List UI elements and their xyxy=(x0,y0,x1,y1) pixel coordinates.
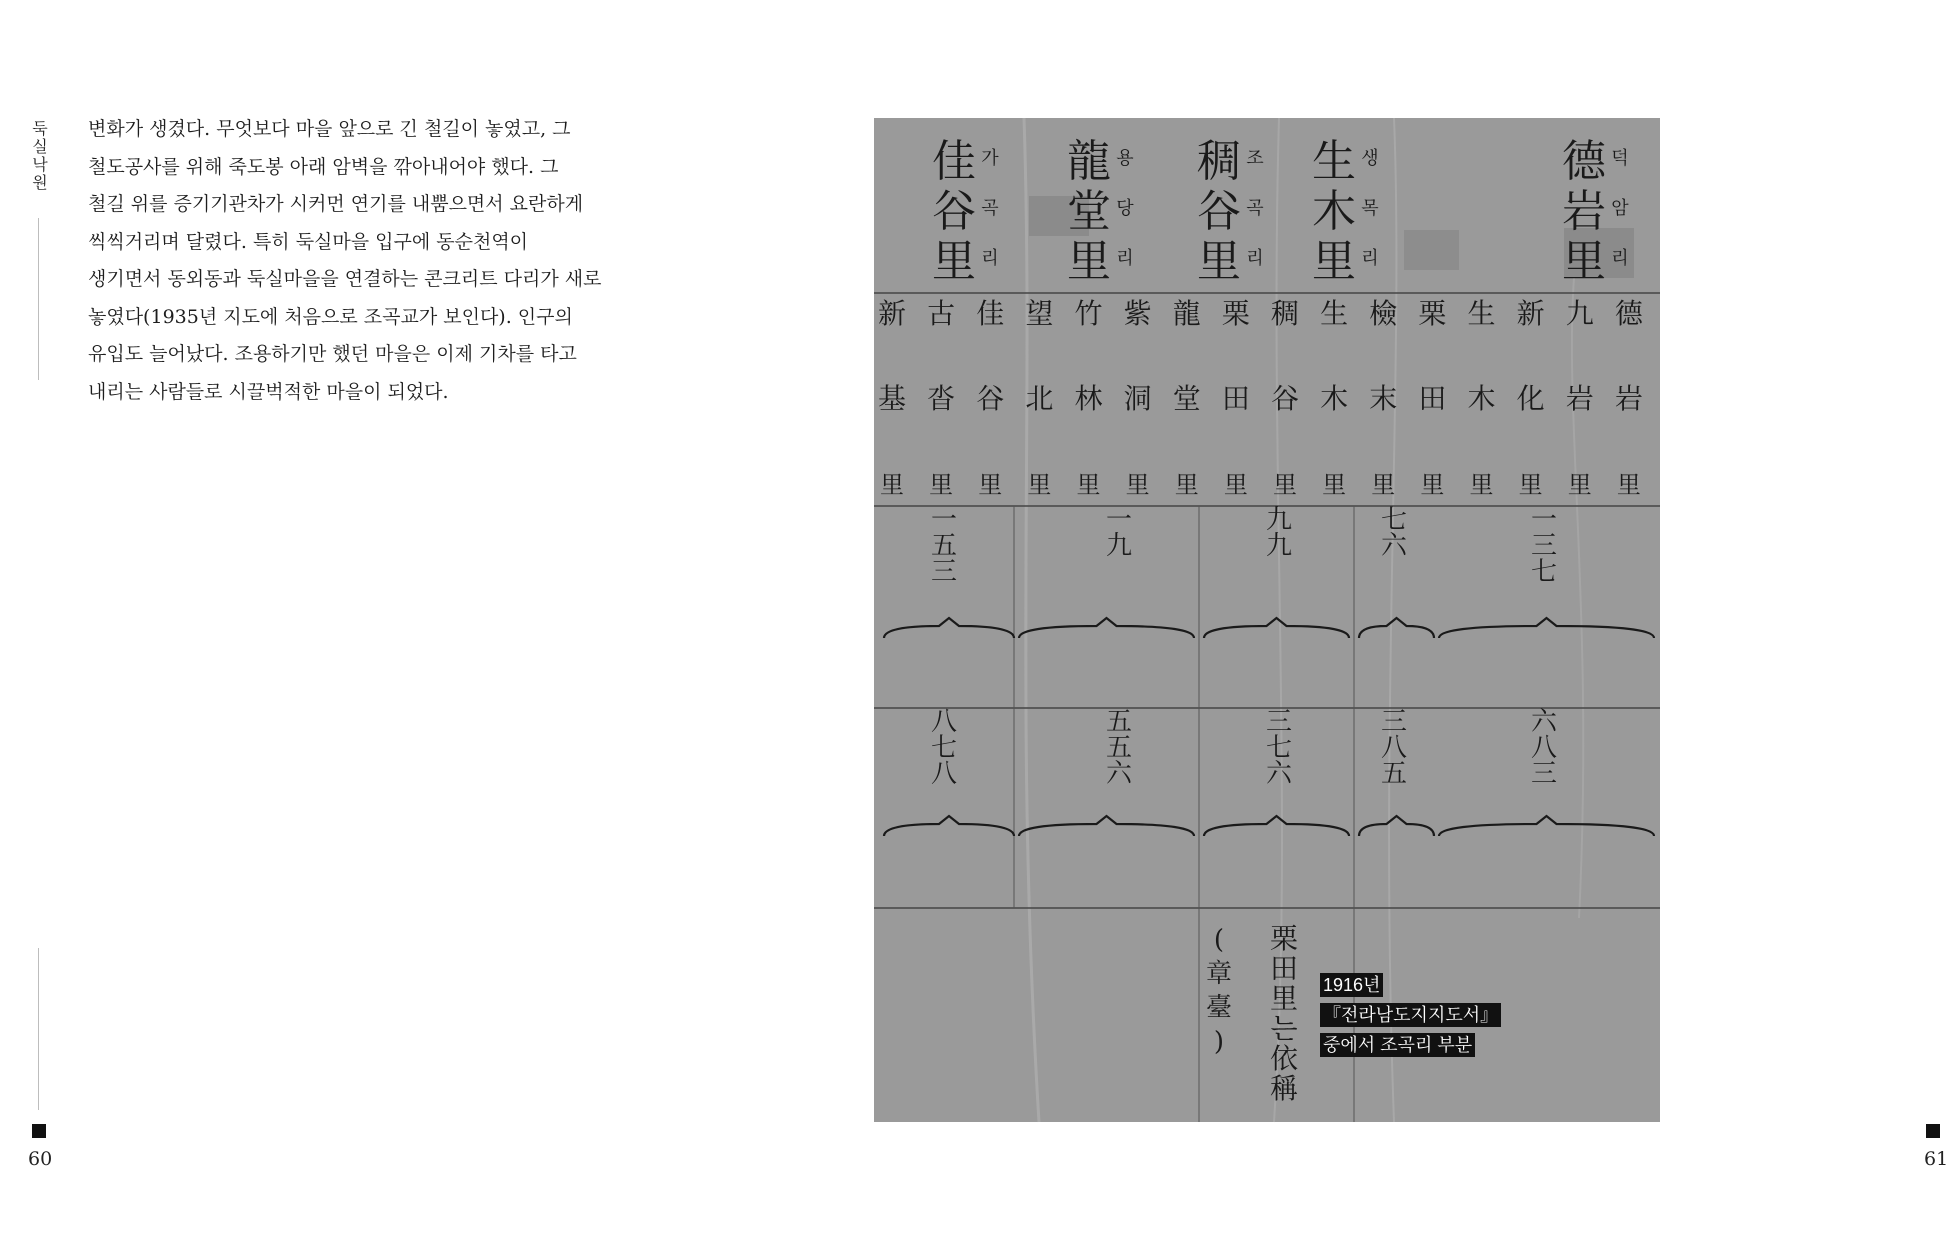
header-character: 岩 xyxy=(1562,186,1606,237)
header-character: 谷 xyxy=(1197,186,1241,237)
folio-square-icon xyxy=(32,1124,46,1138)
village-character: 望 xyxy=(1025,297,1054,330)
caption-line: 중에서 조곡리 부분 xyxy=(1320,1033,1475,1057)
village-character: 佳 xyxy=(976,297,1005,330)
total-numeral: 三 xyxy=(1530,759,1558,789)
header-character: 佳 xyxy=(932,136,976,187)
village-character: 里 xyxy=(929,471,954,499)
total-numeral: 六 xyxy=(1380,531,1408,561)
paragraph-line: 놓였다(1935년 지도에 처음으로 조곡교가 보인다). 인구의 xyxy=(88,305,573,328)
village-character: 古 xyxy=(927,297,956,330)
body-paragraph xyxy=(88,111,668,411)
village-character: 里 xyxy=(1567,471,1592,499)
header-reading: 덕 xyxy=(1611,148,1629,169)
header-reading: 가 xyxy=(981,148,999,169)
village-character: 里 xyxy=(1125,471,1150,499)
total-numeral: 七 xyxy=(930,733,958,763)
total-numeral: 七 xyxy=(1530,557,1558,587)
village-character: 九 xyxy=(1565,297,1594,330)
village-character: 里 xyxy=(1371,471,1396,499)
document-image xyxy=(874,118,1660,1122)
village-character: 生 xyxy=(1320,297,1349,330)
village-character: 里 xyxy=(1174,471,1199,499)
village-character: 里 xyxy=(1027,471,1052,499)
header-character: 龍 xyxy=(1067,136,1111,187)
header-reading: 당 xyxy=(1116,198,1134,219)
header-reading: 곡 xyxy=(1246,198,1264,219)
footnote-character: ( xyxy=(1213,925,1225,955)
total-numeral: 七 xyxy=(1265,733,1293,763)
village-character: 木 xyxy=(1320,382,1349,415)
footnote-character: 田 xyxy=(1269,952,1299,985)
total-numeral: 七 xyxy=(1380,505,1408,535)
village-character: 洞 xyxy=(1123,382,1152,415)
caption-line: 『전라남도지지도서』 xyxy=(1320,1003,1501,1027)
village-character: 北 xyxy=(1025,382,1054,415)
village-character: 栗 xyxy=(1418,297,1447,330)
header-reading: 리 xyxy=(1611,248,1629,269)
total-numeral: 六 xyxy=(1530,707,1558,737)
total-numeral: 九 xyxy=(1265,531,1293,561)
village-character: 里 xyxy=(1518,471,1543,499)
village-character: 基 xyxy=(877,382,907,415)
header-character: 稠 xyxy=(1197,136,1241,187)
footnote-character: 稱 xyxy=(1269,1072,1299,1105)
total-numeral: 五 xyxy=(1105,733,1133,763)
header-reading: 조 xyxy=(1246,148,1264,169)
village-character: 龍 xyxy=(1172,297,1201,330)
header-reading: 용 xyxy=(1116,148,1134,169)
running-title: 둑실낙원 xyxy=(32,119,48,192)
historical-document-figure xyxy=(874,118,1660,1122)
village-character: 竹 xyxy=(1074,297,1103,330)
header-character: 堂 xyxy=(1067,186,1111,237)
village-character: 生 xyxy=(1467,297,1496,330)
village-character: 化 xyxy=(1516,382,1545,415)
village-character: 里 xyxy=(1223,471,1248,499)
paragraph-line: 변화가 생겼다. 무엇보다 마을 앞으로 긴 철길이 놓였고, 그 xyxy=(88,118,571,140)
total-numeral: 三 xyxy=(1380,707,1408,737)
village-character: 谷 xyxy=(976,382,1005,415)
village-character: 里 xyxy=(1469,471,1494,499)
header-character: 里 xyxy=(932,236,976,287)
paragraph-line: 내리는 사람들로 시끌벅적한 마을이 되었다. xyxy=(88,380,449,403)
total-numeral: 一 xyxy=(1530,505,1558,535)
village-character: 紫 xyxy=(1123,297,1152,330)
header-reading: 생 xyxy=(1361,148,1379,169)
village-character: 里 xyxy=(978,471,1003,499)
total-numeral: 五 xyxy=(1380,759,1408,789)
village-character: 田 xyxy=(1418,382,1447,415)
total-numeral: 三 xyxy=(1265,707,1293,737)
header-character: 德 xyxy=(1562,136,1606,187)
total-numeral: 五 xyxy=(1105,707,1133,737)
footnote-character: 章 xyxy=(1205,959,1233,989)
header-character: 里 xyxy=(1312,236,1356,287)
village-character: 新 xyxy=(1516,297,1545,330)
village-character: 德 xyxy=(1614,297,1643,330)
seal-stamp xyxy=(1404,230,1459,270)
total-numeral: 六 xyxy=(1105,759,1133,789)
total-numeral: 六 xyxy=(1265,759,1293,789)
header-character: 里 xyxy=(1067,236,1111,287)
village-character: 木 xyxy=(1467,382,1496,415)
paragraph-line: 생기면서 동외동과 둑실마을을 연결하는 콘크리트 다리가 새로 xyxy=(88,268,602,290)
village-character: 檢 xyxy=(1369,297,1398,330)
village-character: 堂 xyxy=(1172,382,1201,415)
total-numeral: 九 xyxy=(1105,531,1133,561)
village-character: 里 xyxy=(1076,471,1101,499)
village-character: 里 xyxy=(1273,471,1297,499)
village-character: 末 xyxy=(1369,382,1398,415)
left-page xyxy=(0,0,874,1241)
footnote-character: 臺 xyxy=(1205,993,1233,1023)
village-character: 岩 xyxy=(1565,382,1594,415)
village-character: 林 xyxy=(1074,382,1103,415)
village-character: 新 xyxy=(877,297,907,330)
footnote-character: 는 xyxy=(1270,1012,1298,1045)
running-title-rule-bottom xyxy=(38,948,39,1110)
total-numeral: 一 xyxy=(930,505,958,535)
header-character: 谷 xyxy=(932,186,976,237)
caption-line: 1916년 xyxy=(1320,973,1383,997)
header-character: 里 xyxy=(1562,236,1606,287)
total-numeral: 一 xyxy=(1105,505,1133,535)
total-numeral: 五 xyxy=(930,531,958,561)
total-numeral: 八 xyxy=(930,707,958,737)
village-character: 栗 xyxy=(1221,297,1250,330)
page-number-left: 60 xyxy=(28,1148,53,1170)
footnote-character: 依 xyxy=(1269,1042,1299,1075)
header-reading: 리 xyxy=(1361,248,1379,269)
running-title-rule-top xyxy=(38,218,39,380)
paragraph-line: 철길 위를 증기기관차가 시커먼 연기를 내뿜으면서 요란하게 xyxy=(88,193,584,215)
header-character: 生 xyxy=(1312,136,1356,187)
paragraph-line: 철도공사를 위해 죽도봉 아래 암벽을 깎아내어야 했다. 그 xyxy=(88,155,559,178)
page-number-right: 61 xyxy=(1924,1148,1948,1170)
village-character: 岩 xyxy=(1614,382,1643,415)
village-character: 里 xyxy=(1420,471,1445,499)
header-reading: 목 xyxy=(1361,198,1379,219)
header-reading: 곡 xyxy=(981,198,999,219)
village-character: 稠 xyxy=(1270,297,1300,330)
total-numeral: 八 xyxy=(1380,733,1408,763)
header-reading: 리 xyxy=(1246,248,1264,269)
header-character: 里 xyxy=(1197,236,1241,287)
village-character: 里 xyxy=(1616,471,1641,499)
total-numeral: 三 xyxy=(930,557,958,587)
village-character: 田 xyxy=(1221,382,1250,415)
footnote-character: ) xyxy=(1213,1027,1225,1057)
total-numeral: 八 xyxy=(930,759,958,789)
header-reading: 리 xyxy=(1116,248,1134,269)
header-character: 木 xyxy=(1312,186,1356,237)
village-character: 里 xyxy=(880,471,904,499)
village-character: 谷 xyxy=(1270,382,1300,415)
total-numeral: 三 xyxy=(1530,531,1558,561)
village-character: 沓 xyxy=(927,382,956,415)
paragraph-line: 씩씩거리며 달렸다. 특히 둑실마을 입구에 동순천역이 xyxy=(88,230,529,253)
paragraph-line: 유입도 늘어났다. 조용하기만 했던 마을은 이제 기차를 타고 xyxy=(88,343,577,365)
header-reading: 리 xyxy=(981,248,999,269)
total-numeral: 八 xyxy=(1530,733,1558,763)
figure-caption xyxy=(1320,970,1501,1060)
total-numeral: 九 xyxy=(1265,505,1293,535)
footnote-character: 栗 xyxy=(1269,922,1299,955)
village-character: 里 xyxy=(1322,471,1347,499)
header-reading: 암 xyxy=(1611,198,1629,219)
folio-square-icon xyxy=(1926,1124,1940,1138)
footnote-character: 里 xyxy=(1269,982,1299,1015)
